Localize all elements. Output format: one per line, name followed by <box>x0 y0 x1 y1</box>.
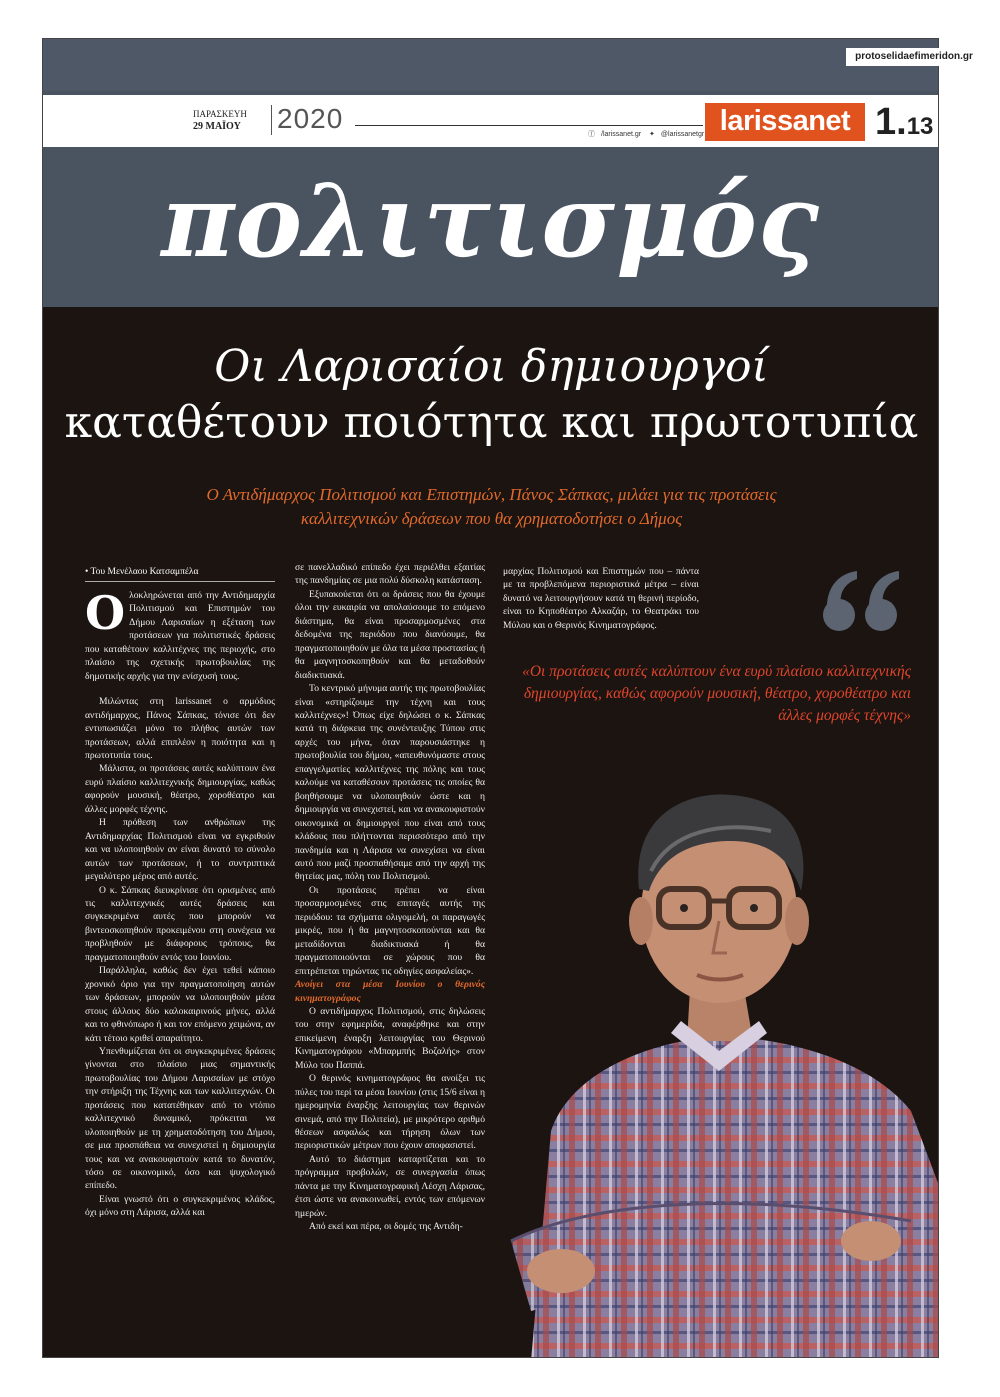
header-row <box>43 95 938 147</box>
paragraph: Εξυπακούεται ότι οι δράσεις που θα έχουμε όλοι την ευκαιρία να απολαύσουμε το επόμενο διάστημα, θα είναι προσαρμοσμένες στα δεδομένα της περιόδου που διανύουμε, θα πραγματοποιηθούν με όλα τα μέσα προστασίας ή θα μαγνητοσκοπηθούν και θα μεταδοθούν διαδικτυακά. <box>295 588 485 681</box>
paragraph: Οι προτάσεις πρέπει να είναι προσαρμοσμένες στις επιταγές αυτής της περιόδου: τα σχήματα ολιγομελή, οι παραγωγές μικρές, που ή θα μαγνητοσκοπούνται και θα μεταδίδονται διαδικτυακά ή θα πραγματοποιούνται σε χώρους που θα επιτρέπεται τηρώντας τις οδηγίες ασφαλείας». <box>295 884 485 977</box>
dropcap: Ο <box>85 586 126 640</box>
paragraph: σε πανελλαδικό επίπεδο έχει περιέλθει εξαιτίας της πανδημίας σε μια πολύ δύσκολη κατάσταση. <box>295 562 485 587</box>
paragraph: Από εκεί και πέρα, οι δομές της Αντιδη- <box>309 1221 463 1233</box>
paragraph: Ο αντιδήμαρχος Πολιτισμού, στις δηλώσεις του στην εφημερίδα, αναφέρθηκε και στην επικείμενη έναρξη λειτουργίας του Θερινού Κινηματογράφου «Μπαρμπής Βοζαλής» στον Μύλο του Παππά. <box>295 1005 485 1071</box>
portrait-photo <box>491 771 939 1358</box>
header-year: 2020 <box>277 103 344 134</box>
watermark: protoselidaefimeridon.gr <box>846 48 982 66</box>
logo-text: larissanet <box>719 105 851 137</box>
paragraph: Το κεντρικό μήνυμα αυτής της πρωτοβουλίας είναι «στηρίζουμε την τέχνη και τους καλλιτέχνες»! Όπως είχε δηλώσει ο κ. Σάπκας κατά τη διάρκεια της συνέντευξης Τύπου στις αρχές του μήνα, όταν παρουσιάστηκε η πρωτοβουλία του δήμου, «απευθυνόμαστε στους επαγγελματίες καλλιτέχνες της πόλης και τους καλούμε να καταθέσουν προτάσεις τις οποίες θα βοηθήσουμε να υλοποιηθούν ώστε και η δημιουργία να συνεχιστεί, και να ανακουφιστούν οικονομικά οι δημιουργοί που είναι από τους κλάδους που πλήττονται περισσότερο από την πανδημία και η Λάρισα να συνεχίσει να είναι αυτό που μαζί προσπαθήσαμε από την αρχή της θητείας μας, πόλη του Πολιτισμού. <box>295 683 485 883</box>
byline: • Του Μενέλαου Κατσαμπέλα <box>85 567 199 577</box>
paragraph: Μιλώντας στη larissanet ο αρμόδιος αντιδήμαρχος, Πάνος Σάπκας, τόνισε ότι δεν εντυπωσιάζει μόνο το πλήθος αυτών των προτάσεων, αλλά επιπλέον η ποιότητα και η πρωτοτυπία τους. <box>85 696 275 761</box>
pull-quote: «Οι προτάσεις αυτές καλύπτουν ένα ευρύ πλαίσιο καλλιτεχνικής δημιουργίας, καθώς αφορούν μουσική, θέατρο, χοροθέατρο και άλλες μορφές τέχνης» <box>522 663 911 724</box>
top-strip <box>43 39 938 91</box>
paragraph: Η πρόθεση των ανθρώπων της Αντιδημαρχίας Πολιτισμού είναι να εγκριθούν και να υλοποιηθούν αν είναι δυνατό το σύνολο αυτών των προτάσεων, ή το συντριπτικά μεγαλύτερο μέρος από αυτές. <box>85 817 275 883</box>
subhead-line1: Ο Αντιδήμαρχος Πολιτισμού και Επιστημών, Πάνος Σάπκας, μιλάει για τις προτάσεις <box>206 485 777 504</box>
paragraph: Ο θερινός κινηματογράφος θα ανοίξει τις πύλες του περί τα μέσα Ιουνίου (στις 15/6 είναι η ημερομηνία έναρξης λειτουργίας των θερινών σινεμά, από την Πολιτεία), με μικρότερο αριθμό θέσεων ασφαλώς και τήρηση όλων των περιοριστικών μέτρων που έχουν αποφασιστεί. <box>295 1073 485 1152</box>
twitter-icon: ✦ <box>649 131 655 138</box>
header-separator <box>271 105 272 135</box>
header-rule <box>355 125 703 126</box>
subhead-line2: καλλιτεχνικών δράσεων που θα χρηματοδοτήσει ο Δήμος <box>300 509 683 528</box>
header-day: ΠΑΡΑΣΚΕΥΗ <box>193 109 247 119</box>
section-band <box>43 39 938 307</box>
headline-line2: καταθέτουν ποιότητα και πρωτοτυπία <box>64 397 919 448</box>
column-subheading: Ανοίγει στα μέσα Ιουνίου ο θερινός κινηματογράφος <box>295 979 485 1004</box>
page-number-sub: 13 <box>906 113 934 140</box>
facebook-icon: ⓕ <box>588 131 595 138</box>
paragraph: Ολοκληρώνεται από την Αντιδημαρχία Πολιτισμού και Επιστημών του Δήμου Λαρισαίων η εξέταση των προτάσεων για πολιτιστικές δράσεις που καταθέτουν καλλιτέχνες της περιοχής, στο πλαίσιο της σχετικής πρωτοβουλίας της δημοτικής αρχής για την ενίσχυσή τους. <box>85 586 275 682</box>
article-column-2 <box>295 561 485 1234</box>
headline <box>63 339 920 451</box>
headline-line1: Οι Λαρισαίοι δημιουργοί <box>214 341 769 392</box>
article-column-3 <box>503 565 699 632</box>
paragraph: Ο κ. Σάπκας διευκρίνισε ότι ορισμένες από τις καλλιτεχνικές αυτές δράσεις και συγκεκριμένα αυτές που μπορούν να βιντεοσκοπηθούν προκειμένου στη συνέχεια να προβληθούν με διάφορους τρόπους, θα πραγματοποιηθούν εντός του Ιουνίου. <box>85 884 275 963</box>
paragraph: Μάλιστα, οι προτάσεις αυτές καλύπτουν ένα ευρύ πλαίσιο καλλιτεχνικής δημιουργίας, καθώς αφορούν μουσική, θέατρο, χοροθέατρο και άλλες μορφές τέχνης. <box>85 763 275 815</box>
section-title: πολιτισμός <box>161 162 820 280</box>
quote-mark-icon <box>817 565 907 645</box>
newspaper-page <box>42 38 939 1358</box>
paragraph: Αυτό το διάστημα καταρτίζεται και το πρόγραμμα προβολών, σε συνεργασία όπως πάντα με την Κινηματογραφική Λέσχη Λάρισας, έτσι ώστε να ανακοινωθεί, εντός των επόμενων ημερών. <box>295 1153 485 1219</box>
article-column-1 <box>85 586 275 1220</box>
paragraph: Είναι γνωστό ότι ο συγκεκριμένος κλάδος, όχι μόνο στη Λάρισα, αλλά και <box>85 1193 275 1219</box>
paragraph: Παράλληλα, καθώς δεν έχει τεθεί κάποιο χρονικό όριο για την πραγματοποίηση αυτών των δράσεων, μπορούν να υλοποιηθούν μέσα στους άλλους δύο καλοκαιρινούς μήνες, αλλά και το φθινόπωρο ή και τον επόμενο χειμώνα, αν κάτι τέτοιο κριθεί απαραίτητο. <box>85 965 275 1044</box>
page-number <box>875 101 933 144</box>
paragraph: μαρχίας Πολιτισμού και Επιστημών που – πάντα με τα προβλεπόμενα περιοριστικά μέτρα – είναι δυνατό να λειτουργήσουν κατά τη θερινή περίοδο, είναι το Κηποθέατρο Αλκαζάρ, το Θεατράκι του Μύλου και ο Θερινός Κινηματογράφος. <box>503 566 699 631</box>
facebook-handle: /larissanet.gr <box>601 131 642 138</box>
byline-rule <box>85 581 275 582</box>
subheadline <box>103 483 880 531</box>
twitter-handle: @larissanetgr <box>660 131 705 138</box>
page-number-main: 1. <box>875 101 907 143</box>
logo <box>705 103 865 141</box>
social-links <box>588 129 710 139</box>
header-date: 29 ΜΑΪΟΥ <box>193 121 241 132</box>
paragraph: Υπενθυμίζεται ότι οι συγκεκριμένες δράσεις γίνονται στο πλαίσιο μιας σημαντικής πρωτοβουλίας του Δήμου Λαρισαίων με στόχο την στήριξη της Τέχνης και των καλλιτεχνών. Οι προτάσεις που κατατέθηκαν από το ντόπιο καλλιτεχνικό δυναμικό, πρόκειται να υλοποιηθούν με τη χρηματοδότηση του Δήμου, σε μια προσπάθεια να συνεχιστεί η δημιουργία τους και να ανακουφιστούν κατά το δυνατόν, τόσο σε οικονομικό, όσο και ψυχολογικό επίπεδο. <box>85 1045 275 1192</box>
